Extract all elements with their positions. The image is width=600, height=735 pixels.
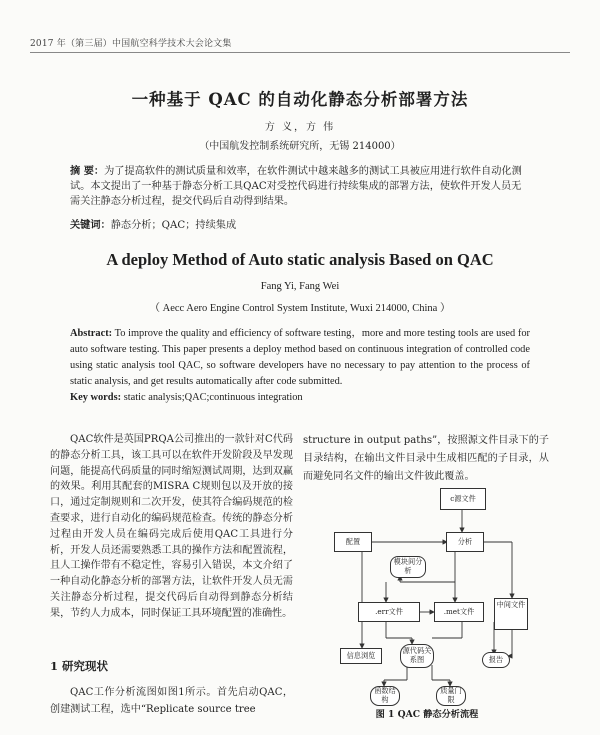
abstract-chinese-text: 为了提高软件的测试质量和效率，在软件测试中越来越多的测试工具被应用进行软件自动化测试。本文提出了一种基于静态分析工具QAC对受控代码进行持续集成的部署方法，使软件开发人员无需关注静态分析过程，提交代码后自动得到结果。 <box>70 166 522 207</box>
affiliation-english: （ Aecc Aero Engine Control System Institute, Wuxi 214000, China ） <box>149 303 451 314</box>
keywords-chinese-text: 静态分析；QAC；持续集成 <box>110 220 237 231</box>
title-chinese: 一种基于 QAC 的自动化静态分析部署方法 <box>131 90 469 109</box>
abstract-english-label: Abstract: <box>70 328 113 339</box>
keywords-english <box>70 392 303 403</box>
header-rule <box>30 52 570 53</box>
abstract-chinese <box>70 164 530 209</box>
running-head: 2017 年（第三届）中国航空科学技术大会论文集 <box>30 39 232 49</box>
section-paragraph: QAC工作分析流图如图1所示。首先启动QAC，创建测试工程，选中“Replicate source tree <box>50 687 293 715</box>
title-english: A deploy Method of Auto static analysis Based on QAC <box>106 250 494 269</box>
message-browse-node: 信息浏览 <box>340 648 382 664</box>
quality-gate-node: 质量门限 <box>436 686 466 706</box>
authors-english: Fang Yi, Fang Wei <box>260 281 340 292</box>
affiliation-chinese: （中国航发控制系统研究所，无锡 214000） <box>199 141 401 152</box>
authors-chinese: 方 义，方 伟 <box>264 122 336 133</box>
analysis-node: 分析 <box>446 532 484 552</box>
config-node: 配置 <box>334 532 372 552</box>
relation-diagram-node: 源代码关系图 <box>400 644 434 668</box>
flow-arrows <box>322 480 532 712</box>
intermediate-file-node: 中间文件 <box>494 598 528 630</box>
keywords-english-label: Key words: <box>70 392 122 403</box>
body-right-column: structure in output paths”，按照源文件目录下的子目录结构，在输出文件目录中生成相匹配的子目录，从而避免同名文件的输出文件彼此覆盖。 <box>303 435 549 482</box>
report-node: 报告 <box>482 652 510 668</box>
figure-1 <box>322 480 532 720</box>
figure-caption: 图 1 QAC 静态分析流程 <box>375 709 479 720</box>
function-structure-node: 函数结构 <box>370 686 400 706</box>
body-left-column <box>50 432 293 622</box>
err-file-node: .err文件 <box>358 602 420 622</box>
abstract-english-text: To improve the quality and efficiency of software testing，more and more testing tools are used for auto software testing. This paper presents a deploy method based on continuous integration of controlled code using static analysis tool QAC, so software developers have no necessary to pay attention to the process of static analysis, and get results automatically after code submitted. <box>70 328 530 387</box>
c-source-node: c源文件 <box>440 488 486 510</box>
met-file-node: .met文件 <box>434 602 484 622</box>
intro-paragraph: QAC软件是英国PRQA公司推出的一款针对C代码的静态分析工具，该工具可以在软件开发阶段及早发现问题，能提高代码质量的同时缩短测试周期，达到双赢的效果。利用其配套的MISRA C规则包以及开放的接口，通过定制规则和二次开发，使其符合编码规范的检查要求，进行自动化的编码规范检查。传统的静态分析过程由开发人员在编码完成后使用QAC工具进行分析，开发人员还需要熟悉工具的操作方法和配置流程，且人工操作带有不稳定性，容易引入错误，本文介绍了一种自动化静态分析的部署方法，让软件开发人员无需关注静态分析过程，提交代码后自动得到静态分析结果，节约人力成本，同时保证工具环境配置的准确性。 <box>50 434 293 619</box>
keywords-chinese <box>70 216 236 231</box>
abstract-english <box>70 326 530 390</box>
abstract-chinese-label: 摘 要： <box>70 165 105 177</box>
keywords-chinese-label: 关键词： <box>70 219 111 231</box>
keywords-english-text: static analysis;QAC;continuous integration <box>121 392 303 403</box>
section-heading: 1 研究现状 <box>50 659 109 673</box>
module-analysis-node: 模块间分析 <box>390 556 426 578</box>
